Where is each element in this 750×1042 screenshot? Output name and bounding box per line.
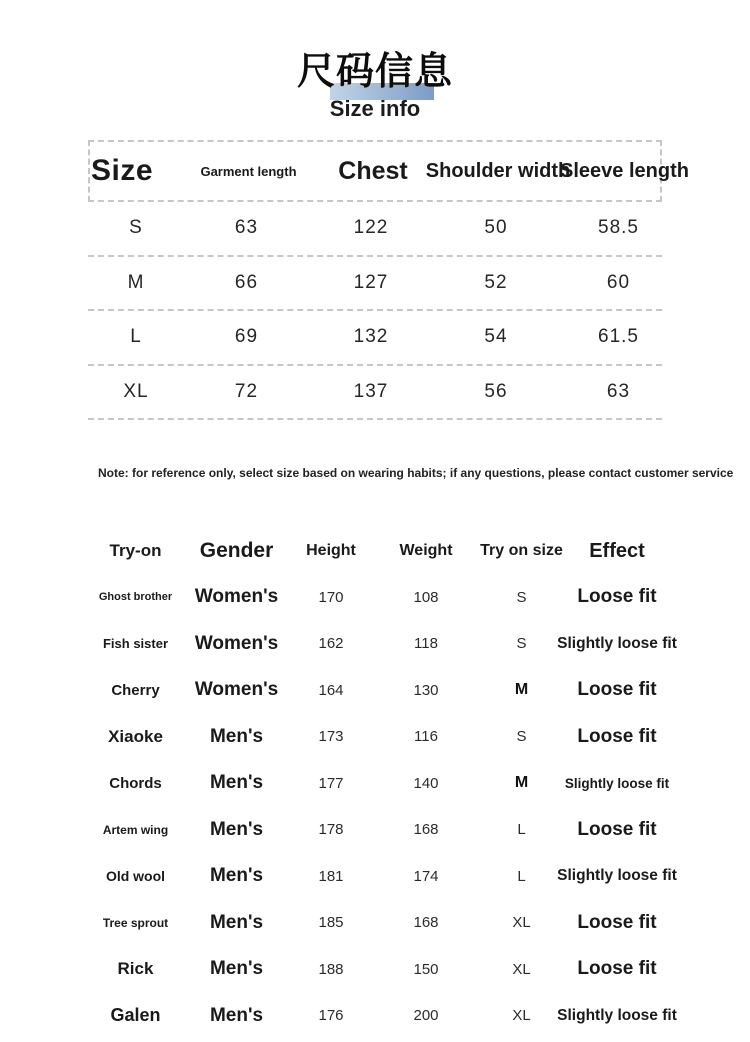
effect-cell: Loose fit xyxy=(577,725,657,747)
tryon-name-cell: Xiaoke xyxy=(108,726,163,746)
tryon-table-rows xyxy=(82,574,677,1039)
size-cell: L xyxy=(130,326,142,348)
col-header-gender: Gender xyxy=(199,539,274,562)
tryon-name-cell: Chords xyxy=(109,774,162,792)
garment-length-cell: 72 xyxy=(234,380,259,402)
effect-cell: Slightly loose fit xyxy=(557,1006,677,1024)
col-header-height: Height xyxy=(306,542,356,559)
effect-cell: Slightly loose fit xyxy=(557,867,677,885)
size-table-rows xyxy=(88,202,662,420)
size-table-row xyxy=(88,202,662,257)
tryon-table-row xyxy=(82,946,665,993)
gender-cell: Women's xyxy=(194,679,279,701)
chest-cell: 127 xyxy=(353,271,389,293)
sleeve-length-cell: 63 xyxy=(606,380,631,402)
col-header-effect: Effect xyxy=(589,539,645,562)
chest-cell: 137 xyxy=(353,380,389,402)
height-cell: 162 xyxy=(318,635,344,653)
tryon-size-cell: XL xyxy=(512,1007,531,1025)
gender-cell: Men's xyxy=(209,911,264,933)
shoulder-width-cell: 50 xyxy=(484,217,508,239)
tryon-name-cell: Old wool xyxy=(105,868,166,885)
gender-cell: Women's xyxy=(194,586,279,608)
garment-length-cell: 66 xyxy=(234,271,259,293)
chest-cell: 132 xyxy=(353,326,389,348)
tryon-size-cell: M xyxy=(514,681,529,699)
gender-cell: Men's xyxy=(209,772,264,794)
tryon-name-cell: Rick xyxy=(117,959,154,979)
effect-cell: Loose fit xyxy=(577,586,657,608)
effect-cell: Slightly loose fit xyxy=(564,775,670,791)
page-title-en: Size info xyxy=(329,96,421,121)
tryon-table-row xyxy=(82,993,677,1040)
col-header-size: Size xyxy=(91,154,154,187)
gender-cell: Men's xyxy=(209,865,264,887)
tryon-table-row xyxy=(82,667,665,714)
col-header-weight: Weight xyxy=(399,542,453,559)
tryon-table-row xyxy=(82,807,665,854)
gender-cell: Men's xyxy=(209,958,264,980)
height-cell: 185 xyxy=(318,914,344,932)
effect-cell: Slightly loose fit xyxy=(557,634,677,652)
gender-cell: Men's xyxy=(209,1004,264,1026)
height-cell: 173 xyxy=(318,728,344,746)
tryon-name-cell: Galen xyxy=(110,1005,161,1026)
size-cell: S xyxy=(129,217,143,239)
effect-cell: Loose fit xyxy=(577,679,657,701)
height-cell: 170 xyxy=(318,588,344,606)
weight-cell: 130 xyxy=(413,681,439,699)
tryon-size-cell: L xyxy=(517,867,526,885)
tryon-table-row xyxy=(82,714,665,761)
shoulder-width-cell: 56 xyxy=(484,380,508,402)
size-table-row xyxy=(88,257,662,312)
header xyxy=(0,0,750,122)
height-cell: 176 xyxy=(318,1007,344,1025)
size-cell: M xyxy=(127,271,145,293)
garment-length-cell: 69 xyxy=(234,326,259,348)
size-table-row xyxy=(88,311,662,366)
tryon-size-cell: L xyxy=(517,821,526,839)
note-text: Note: for reference only, select size based on wearing habits; if any questions, please contact customer service xyxy=(98,466,734,480)
tryon-name-cell: Ghost brother xyxy=(98,591,173,604)
size-table-header xyxy=(88,140,689,202)
effect-cell: Loose fit xyxy=(577,818,657,840)
tryon-size-cell: S xyxy=(516,635,527,653)
size-table-row xyxy=(88,366,662,421)
tryon-name-cell: Tree sprout xyxy=(102,915,169,930)
weight-cell: 140 xyxy=(413,774,439,792)
size-cell: XL xyxy=(123,380,149,402)
weight-cell: 150 xyxy=(413,960,439,978)
weight-cell: 118 xyxy=(414,635,438,653)
sleeve-length-cell: 61.5 xyxy=(598,326,639,348)
col-header-try-on-size: Try on size xyxy=(480,542,563,559)
height-cell: 178 xyxy=(318,821,344,839)
tryon-table-row xyxy=(82,900,665,947)
chest-cell: 122 xyxy=(353,217,389,239)
col-header-sleeve-length: Sleeve length xyxy=(560,159,689,182)
tryon-table-row xyxy=(82,853,677,900)
weight-cell: 116 xyxy=(414,728,438,746)
gender-cell: Men's xyxy=(209,725,264,747)
tryon-size-cell: M xyxy=(514,774,529,792)
height-cell: 177 xyxy=(318,774,344,792)
tryon-size-cell: XL xyxy=(512,960,531,978)
col-header-try-on: Try-on xyxy=(109,541,162,560)
sleeve-length-cell: 58.5 xyxy=(598,217,639,239)
tryon-table xyxy=(82,528,677,1039)
weight-cell: 168 xyxy=(413,914,439,932)
tryon-table-row xyxy=(82,760,670,807)
tryon-size-cell: S xyxy=(516,728,527,746)
tryon-name-cell: Fish sister xyxy=(102,636,169,652)
weight-cell: 200 xyxy=(413,1007,439,1025)
height-cell: 164 xyxy=(318,681,344,699)
page-title-cn: 尺码信息 xyxy=(296,51,453,93)
tryon-size-cell: XL xyxy=(512,914,531,932)
tryon-table-row xyxy=(82,574,665,621)
weight-cell: 108 xyxy=(413,588,439,606)
tryon-table-row xyxy=(82,621,677,668)
height-cell: 181 xyxy=(318,867,344,885)
shoulder-width-cell: 52 xyxy=(484,271,508,293)
col-header-garment-length: Garment length xyxy=(200,163,297,179)
effect-cell: Loose fit xyxy=(577,911,657,933)
height-cell: 188 xyxy=(318,960,344,978)
tryon-size-cell: S xyxy=(516,588,527,606)
weight-cell: 174 xyxy=(413,867,439,885)
col-header-shoulder-width: Shoulder width xyxy=(425,159,571,182)
shoulder-width-cell: 54 xyxy=(484,326,508,348)
tryon-name-cell: Artem wing xyxy=(102,822,169,837)
tryon-name-cell: Cherry xyxy=(111,681,160,699)
sleeve-length-cell: 60 xyxy=(606,271,631,293)
tryon-table-header xyxy=(82,528,665,574)
gender-cell: Women's xyxy=(194,632,279,654)
gender-cell: Men's xyxy=(209,818,264,840)
effect-cell: Loose fit xyxy=(577,958,657,980)
col-header-chest: Chest xyxy=(338,156,408,185)
garment-length-cell: 63 xyxy=(234,217,259,239)
size-table xyxy=(88,140,689,420)
weight-cell: 168 xyxy=(413,821,439,839)
